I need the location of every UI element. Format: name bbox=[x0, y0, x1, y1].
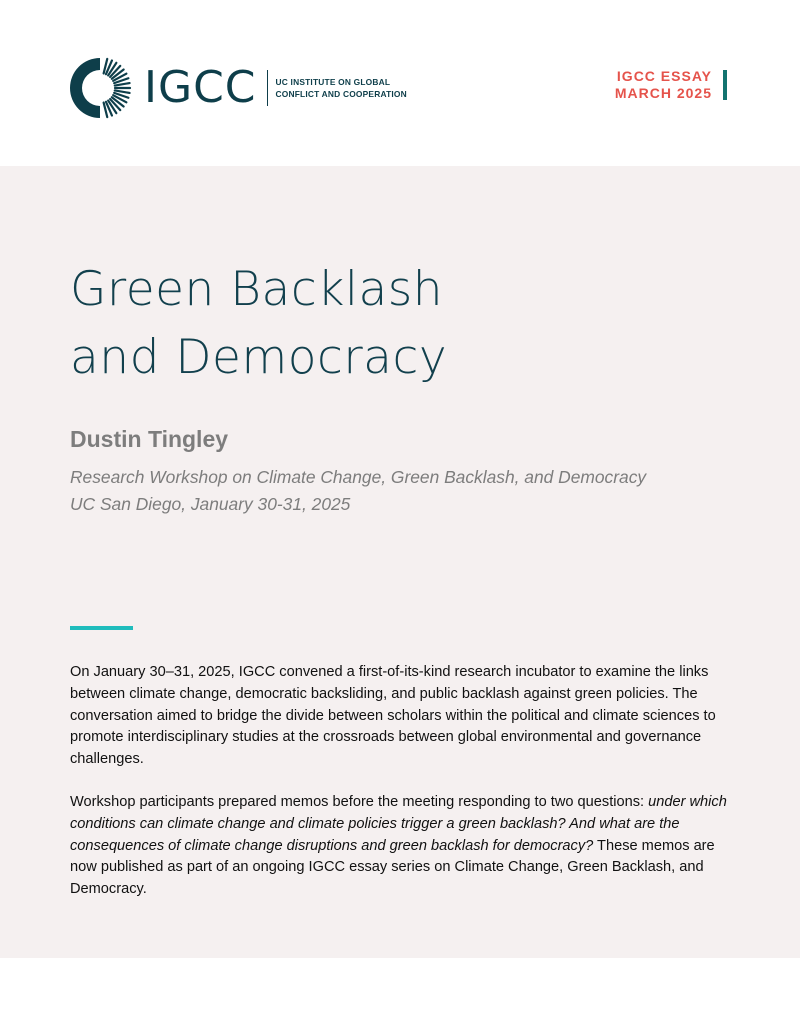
page-footer bbox=[0, 958, 800, 1035]
date-label: MARCH 2025 bbox=[614, 85, 712, 101]
questions-lead: Workshop participants prepared memos before the meeting responding to two questions: bbox=[70, 794, 649, 810]
logo-mark-ray bbox=[115, 90, 130, 92]
essay-tag-bar bbox=[723, 70, 727, 100]
igcc-logo bbox=[68, 52, 407, 124]
logo-mark-crescent bbox=[70, 58, 100, 118]
essay-tag bbox=[615, 68, 712, 102]
title-line2: and Democracy bbox=[70, 330, 448, 385]
logo-divider bbox=[267, 70, 268, 106]
igcc-logo-mark-icon bbox=[68, 56, 132, 120]
questions-paragraph bbox=[70, 792, 730, 901]
logo-mark-ray bbox=[115, 83, 130, 85]
logo-subtitle bbox=[276, 76, 407, 100]
intro-paragraph: On January 30–31, 2025, IGCC convened a first-of-its-kind research incubator to examine the links between climate change, democratic backsliding, and public backlash against green policies. The conversation aimed to bridge the divide between scholars within the political and climate sciences to promote interdisciplinary studies at the crossroads between global environmental and governance challenges. bbox=[70, 664, 716, 768]
author-name: Dustin Tingley bbox=[70, 426, 229, 452]
logo-wordmark: IGCC bbox=[144, 62, 257, 113]
logo-subtitle-line1: UC INSTITUTE ON GLOBAL bbox=[275, 77, 391, 87]
series-label: IGCC ESSAY bbox=[616, 68, 712, 84]
logo-subtitle-line2: CONFLICT AND COOPERATION bbox=[275, 89, 407, 99]
event-info bbox=[70, 464, 646, 518]
questions-italic: under which conditions can climate change and climate policies trigger a green backlash? And what are the consequences of climate change disruptions and green backlash for democracy? bbox=[70, 794, 727, 854]
accent-divider bbox=[70, 626, 133, 630]
title-line1: Green Backlash bbox=[70, 262, 444, 317]
page-title bbox=[70, 256, 730, 392]
questions-tail: These memos are now published as part of an ongoing IGCC essay series on Climate Change, Green Backlash, and Democracy. bbox=[70, 837, 715, 898]
cover-panel bbox=[0, 166, 800, 958]
event-name: Research Workshop on Climate Change, Green Backlash, and Democracy bbox=[70, 467, 647, 487]
page-header bbox=[0, 0, 800, 166]
event-location-date: UC San Diego, January 30-31, 2025 bbox=[70, 494, 351, 514]
